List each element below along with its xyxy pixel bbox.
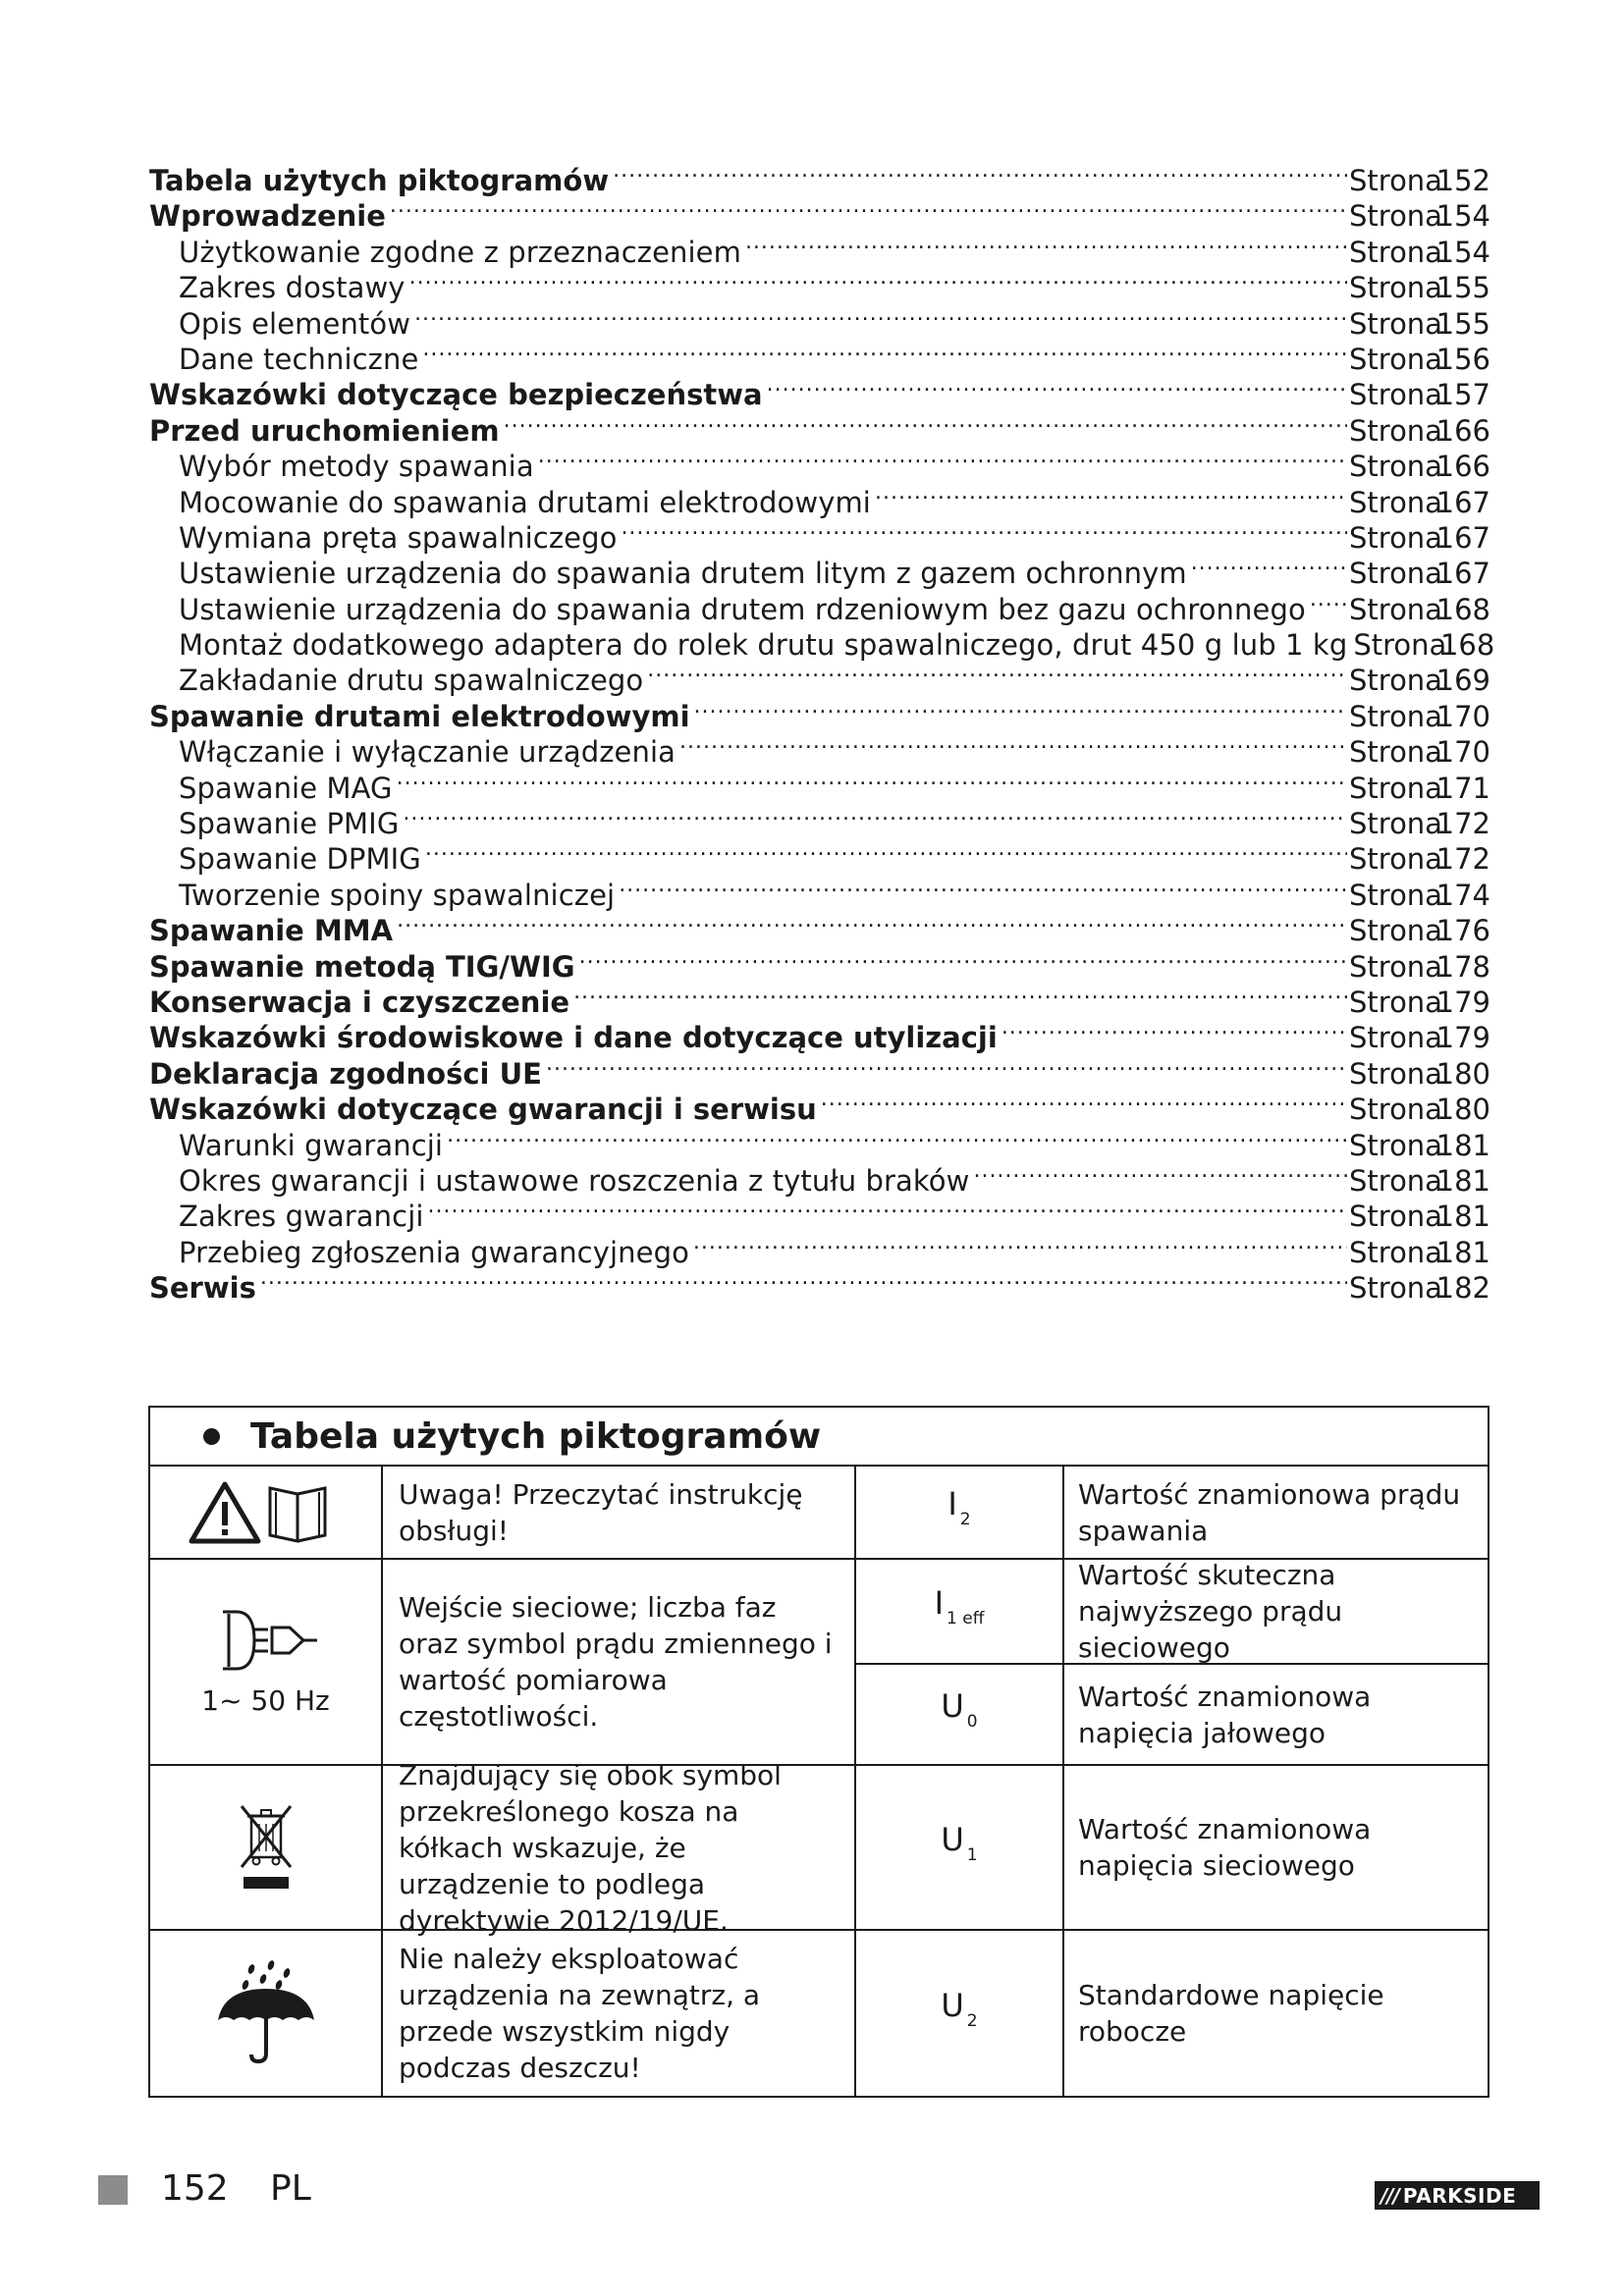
toc-page-label: Strona xyxy=(1349,1021,1442,1055)
toc-leader-dots xyxy=(875,477,1347,512)
toc-entry-title: Zakładanie drutu spawalniczego xyxy=(179,664,644,698)
toc-leader-dots xyxy=(579,941,1347,977)
toc-page-label: Strona xyxy=(1349,914,1442,948)
toc-page-number: 171 xyxy=(1435,771,1490,805)
brand-name: PARKSIDE xyxy=(1402,2183,1517,2208)
toc-entry-title: Mocowanie do spawania drutami elektrodowymi xyxy=(179,485,871,519)
toc-leader-dots xyxy=(403,798,1347,833)
pictogram-table xyxy=(148,1406,1489,2098)
toc-page-label: Strona xyxy=(1349,1200,1442,1234)
symbol-cell xyxy=(856,1766,1064,1931)
toc-page-number: 174 xyxy=(1435,878,1490,912)
parkside-logo xyxy=(1375,2181,1540,2210)
toc-page-label: Strona xyxy=(1349,520,1442,555)
toc-entry-title: Włączanie i wyłączanie urządzenia xyxy=(179,735,676,770)
toc-page-number: 181 xyxy=(1435,1128,1490,1162)
toc-page-label: Strona xyxy=(1349,1093,1442,1127)
toc-leader-dots xyxy=(409,262,1347,297)
toc-page-number: 154 xyxy=(1435,199,1490,234)
toc-leader-dots xyxy=(397,763,1347,798)
toc-leader-dots xyxy=(397,905,1347,940)
pictogram-description: Znajdujący się obok symbol przekreślonego kosza na kółkach wskazuje, że urządzenie to podlega dyrektywie 2012/19/UE. xyxy=(383,1766,856,1931)
toc-entry-title: Ustawienie urządzenia do spawania drutem litym z gazem ochronnym xyxy=(179,557,1187,591)
toc-entry-title: Zakres gwarancji xyxy=(179,1200,424,1234)
toc-entry-title: Spawanie drutami elektrodowymi xyxy=(149,699,690,733)
toc-page-number: 170 xyxy=(1435,699,1490,733)
symbol-cell xyxy=(856,1931,1064,2096)
table-of-contents xyxy=(149,155,1495,1306)
toc-leader-dots xyxy=(546,1048,1347,1084)
toc-page-number: 155 xyxy=(1435,271,1490,305)
toc-page-label: Strona xyxy=(1353,628,1447,663)
toc-page-label: Strona xyxy=(1349,557,1442,591)
toc-page-label: Strona xyxy=(1349,807,1442,841)
toc-entry-title: Przebieg zgłoszenia gwarancyjnego xyxy=(179,1235,689,1269)
symbol-description: Standardowe napięcie robocze xyxy=(1078,1979,1384,2048)
toc-leader-dots xyxy=(613,155,1347,190)
toc-entry-title: Spawanie DPMIG xyxy=(179,842,421,877)
toc-entry-title: Wybór metody spawania xyxy=(179,450,534,484)
toc-page-number: 180 xyxy=(1435,1056,1490,1091)
toc-page-label: Strona xyxy=(1349,164,1442,197)
symbol-description: Wartość znamionowa prądu spawania xyxy=(1064,1467,1488,1560)
toc-leader-dots xyxy=(573,977,1347,1012)
toc-leader-dots xyxy=(1310,584,1347,619)
toc-entry-title: Wymiana pręta spawalniczego xyxy=(179,520,618,555)
toc-page-label: Strona xyxy=(1349,1056,1442,1091)
toc-page-number: 170 xyxy=(1435,735,1490,770)
toc-leader-dots xyxy=(745,227,1347,262)
toc-entry-title: Wskazówki dotyczące gwarancji i serwisu xyxy=(149,1093,817,1127)
toc-leader-dots xyxy=(973,1155,1347,1191)
toc-page-label: Strona xyxy=(1349,485,1442,519)
symbol-I1eff: I $_{1 eff}$ xyxy=(934,1584,985,1629)
toc-page-label: Strona xyxy=(1349,306,1442,341)
toc-page-number: 181 xyxy=(1435,1235,1490,1269)
toc-page-label: Strona xyxy=(1349,378,1442,412)
toc-entry-title: Zakres dostawy xyxy=(179,271,406,305)
toc-entry xyxy=(149,1262,1490,1306)
toc-page-label: Strona xyxy=(1349,985,1442,1019)
toc-page-number: 167 xyxy=(1435,485,1490,519)
toc-entry-title: Spawanie PMIG xyxy=(179,807,400,841)
toc-page-number: 168 xyxy=(1435,592,1490,626)
toc-page-label: Strona xyxy=(1349,1235,1442,1269)
toc-leader-dots xyxy=(619,870,1347,905)
symbol-description: Wartość znamionowa napięcia jałowego xyxy=(1064,1665,1488,1766)
toc-entry-title: Spawanie MAG xyxy=(179,771,393,805)
toc-page-number: 181 xyxy=(1435,1163,1490,1198)
brand-stripes: /// xyxy=(1380,2183,1399,2208)
toc-leader-dots xyxy=(694,691,1347,726)
toc-leader-dots xyxy=(390,190,1347,226)
toc-page-label: Strona xyxy=(1349,271,1442,305)
toc-entry-title: Montaż dodatkowego adaptera do rolek drutu spawalniczego, drut 450 g lub 1 kg xyxy=(179,628,1348,663)
symbol-cell xyxy=(856,1665,1064,1766)
symbol-I2: I $_2$ xyxy=(947,1485,971,1529)
toc-page-label: Strona xyxy=(1349,1271,1442,1306)
toc-page-label: Strona xyxy=(1349,878,1442,912)
toc-entry-title: Przed uruchomieniem xyxy=(149,413,500,448)
toc-leader-dots xyxy=(767,369,1347,404)
toc-page-number: 176 xyxy=(1435,914,1490,948)
toc-entry-title: Wprowadzenie xyxy=(149,199,386,234)
toc-page-number: 181 xyxy=(1435,1200,1490,1234)
toc-page-label: Strona xyxy=(1349,771,1442,805)
toc-leader-dots xyxy=(414,298,1347,334)
crossed-bin-icon xyxy=(232,1802,300,1893)
toc-leader-dots xyxy=(1191,548,1347,583)
symbol-description: Wartość skuteczna najwyższego prądu sieciowego xyxy=(1064,1560,1488,1665)
toc-page-label: Strona xyxy=(1349,735,1442,770)
toc-leader-dots xyxy=(260,1262,1347,1298)
toc-page-number: 178 xyxy=(1435,949,1490,984)
toc-page-number: 157 xyxy=(1435,378,1490,412)
toc-page-label: Strona xyxy=(1349,592,1442,626)
toc-page-number: 169 xyxy=(1435,664,1490,698)
symbol-cell xyxy=(856,1467,1064,1560)
pictogram-table-title: Tabela użytych piktogramów xyxy=(250,1415,822,1457)
toc-page-label: Strona xyxy=(1349,413,1442,448)
pictogram-icon-cell xyxy=(150,1931,383,2096)
toc-page-label: Strona xyxy=(1349,199,1442,234)
toc-entry-title: Tworzenie spoiny spawalniczej xyxy=(179,878,616,912)
toc-leader-dots xyxy=(538,441,1347,476)
toc-page-number: 152 xyxy=(1435,164,1490,197)
pictogram-table-heading xyxy=(150,1408,1488,1467)
toc-entry-title: Spawanie MMA xyxy=(149,914,394,948)
pictogram-icon-cell xyxy=(150,1560,383,1766)
toc-leader-dots xyxy=(621,512,1347,548)
toc-entry-title: Serwis xyxy=(149,1271,256,1306)
toc-page-number: 166 xyxy=(1435,450,1490,484)
pictogram-description: Uwaga! Przeczytać instrukcję obsługi! xyxy=(383,1467,856,1560)
toc-page-label: Strona xyxy=(1349,235,1442,269)
toc-page-number: 172 xyxy=(1435,807,1490,841)
toc-entry-title: Dane techniczne xyxy=(179,342,419,376)
toc-page-label: Strona xyxy=(1349,664,1442,698)
toc-leader-dots xyxy=(504,405,1347,441)
toc-page-number: 156 xyxy=(1435,342,1490,376)
toc-page-label: Strona xyxy=(1349,1163,1442,1198)
toc-page-number: 179 xyxy=(1435,985,1490,1019)
toc-page-label: Strona xyxy=(1349,1128,1442,1162)
symbol-U2: U $_2$ xyxy=(941,1986,978,2031)
toc-entry-title: Spawanie metodą TIG/WIG xyxy=(149,949,575,984)
toc-leader-dots xyxy=(447,1120,1347,1155)
toc-page-number: 167 xyxy=(1435,520,1490,555)
symbol-cell xyxy=(856,1560,1064,1665)
toc-page-label: Strona xyxy=(1349,842,1442,877)
toc-page-number: 172 xyxy=(1435,842,1490,877)
pictogram-description: Nie należy eksploatować urządzenia na zewnątrz, a przede wszystkim nigdy podczas deszczu! xyxy=(383,1931,856,2096)
language-code: PL xyxy=(270,2168,311,2209)
toc-entry-title: Opis elementów xyxy=(179,306,411,341)
umbrella-rain-icon xyxy=(212,1959,320,2067)
toc-leader-dots xyxy=(821,1084,1347,1119)
toc-page-number: 154 xyxy=(1435,235,1490,269)
toc-leader-dots xyxy=(425,833,1347,869)
symbol-U0: U $_0$ xyxy=(941,1687,978,1732)
symbol-description: Wartość znamionowa napięcia sieciowego xyxy=(1064,1766,1488,1931)
toc-page-label: Strona xyxy=(1349,450,1442,484)
bullet-icon xyxy=(203,1428,220,1445)
toc-entry-title: Tabela użytych piktogramów xyxy=(149,164,610,197)
toc-page-number: 182 xyxy=(1435,1271,1490,1306)
toc-leader-dots xyxy=(428,1191,1347,1226)
toc-page-number: 168 xyxy=(1439,628,1495,663)
toc-page-label: Strona xyxy=(1349,699,1442,733)
toc-page-number: 166 xyxy=(1435,413,1490,448)
toc-leader-dots xyxy=(422,334,1347,369)
toc-page-label: Strona xyxy=(1349,949,1442,984)
toc-page-number: 167 xyxy=(1435,557,1490,591)
toc-page-label: Strona xyxy=(1349,342,1442,376)
toc-entry-title: Użytkowanie zgodne z przeznaczeniem xyxy=(179,235,741,269)
pictogram-description: Wejście sieciowe; liczba faz oraz symbol prądu zmiennego i wartość pomiarowa częstotliwości. xyxy=(383,1560,856,1766)
plug-icon-caption: 1~ 50 Hz xyxy=(201,1683,330,1717)
page-number: 152 xyxy=(161,2168,229,2209)
toc-entry-title: Warunki gwarancji xyxy=(179,1128,444,1162)
toc-entry-title: Wskazówki środowiskowe i dane dotyczące utylizacji xyxy=(149,1021,998,1055)
toc-page-number: 155 xyxy=(1435,306,1490,341)
toc-page-number: 179 xyxy=(1435,1021,1490,1055)
toc-leader-dots xyxy=(1001,1012,1347,1047)
pictogram-icon-cell xyxy=(150,1467,383,1560)
toc-leader-dots xyxy=(679,726,1347,762)
page-marker-square xyxy=(98,2175,128,2205)
mains-plug-icon xyxy=(207,1606,325,1675)
toc-entry-title: Konserwacja i czyszczenie xyxy=(149,985,570,1019)
toc-leader-dots xyxy=(693,1227,1347,1262)
toc-leader-dots xyxy=(647,655,1347,690)
symbol-U1: U $_1$ xyxy=(941,1820,978,1865)
toc-page-number: 180 xyxy=(1435,1093,1490,1127)
toc-entry xyxy=(149,155,1490,197)
warning-manual-icon xyxy=(188,1478,345,1547)
toc-entry-title: Okres gwarancji i ustawowe roszczenia z tytułu braków xyxy=(179,1163,970,1198)
toc-entry-title: Deklaracja zgodności UE xyxy=(149,1056,542,1091)
pictogram-icon-cell xyxy=(150,1766,383,1931)
toc-entry-title: Wskazówki dotyczące bezpieczeństwa xyxy=(149,378,763,412)
toc-entry-title: Ustawienie urządzenia do spawania drutem rdzeniowym bez gazu ochronnego xyxy=(179,592,1306,626)
